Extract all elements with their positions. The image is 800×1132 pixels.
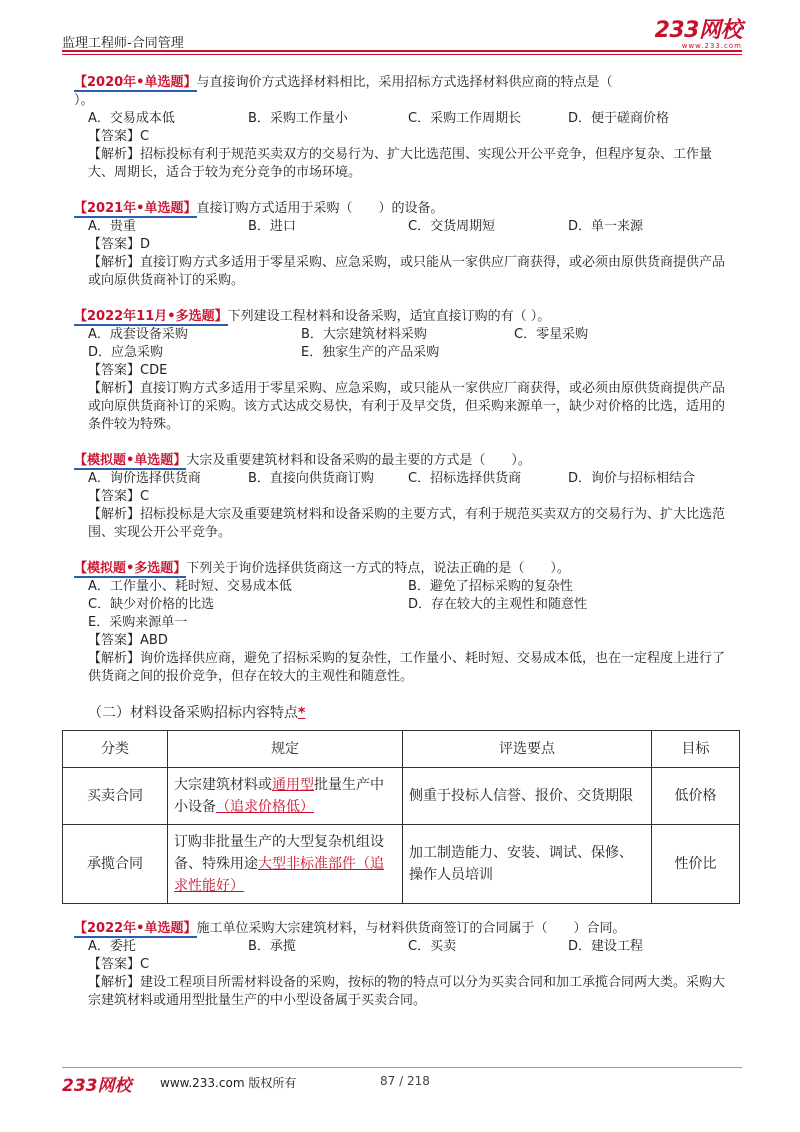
- option-d: D．建设工程: [568, 939, 644, 954]
- cell-goal: 低价格: [652, 768, 740, 825]
- header-divider-thin: [62, 54, 742, 55]
- answer-value: C: [140, 489, 150, 504]
- analysis: 【解析】直接订购方式多适用于零星采购、应急采购，或只能从一家供应厂商获得，或必须由原供货商提供产品或向原供货商补订的采购。该方式达成交易快，有利于及早交货，但采购来源单一，缺少对价格的比选，适用的条件较为特殊。: [88, 381, 726, 432]
- question-stem: 下列关于询价选择供货商这一方式的特点，说法正确的是（ ）。: [186, 561, 570, 576]
- analysis: 【解析】招标投标是大宗及重要建筑材料和设备采购的主要方式，有利于规范买卖双方的交易行为、扩大比选范围、实现公开公平竞争。: [88, 507, 726, 540]
- options-row-2: [88, 344, 728, 362]
- options: [88, 218, 728, 236]
- option-c: C．买卖: [408, 939, 457, 954]
- option-c: C．缺少对价格的比选: [88, 597, 215, 612]
- page-number: 87 / 218: [380, 1074, 430, 1088]
- question-stem: 施工单位采购大宗建筑材料，与材料供货商签订的合同属于（ ）合同。: [196, 921, 626, 936]
- cell-rule: 订购非批量生产的大型复杂机组设备、特殊用途大型非标准部件（追求性能好）: [168, 825, 403, 904]
- document-body: [74, 74, 728, 1028]
- question-stem: 直接订购方式适用于采购（ ）的设备。: [196, 201, 444, 216]
- page-footer: [62, 1071, 742, 1096]
- options-row-2: [88, 596, 728, 614]
- answer-value: C: [140, 957, 150, 972]
- question-4: [74, 452, 728, 542]
- option-b: B．大宗建筑材料采购: [301, 327, 427, 342]
- question-6: [74, 920, 728, 1010]
- option-c: C．零星采购: [514, 327, 589, 342]
- question-tag: 【2022年•单选题】: [74, 921, 197, 936]
- options-row-3: [88, 614, 728, 632]
- question-1: [74, 74, 728, 182]
- answer: 【答案】CDE: [88, 363, 168, 378]
- answer: 【答案】ABD: [88, 633, 168, 648]
- option-e: E．采购来源单一: [88, 615, 188, 630]
- cell-points: 侧重于投标人信誉、报价、交货期限: [403, 768, 652, 825]
- analysis: 【解析】询价选择供应商，避免了招标采购的复杂性，工作量小、耗时短、交易成本低，也在一定程度上进行了供货商之间的报价竞争，但存在较大的主观性和随意性。: [88, 651, 726, 684]
- option-a: A．委托: [88, 939, 136, 954]
- key-point-star: *: [298, 705, 306, 721]
- question-2: [74, 200, 728, 290]
- cell-points: 加工制造能力、安装、调试、保修、操作人员培训: [403, 825, 652, 904]
- option-a: A．交易成本低: [88, 111, 175, 126]
- header-points: 评选要点: [403, 731, 652, 768]
- option-c: C．采购工作周期长: [408, 111, 522, 126]
- question-stem: 与直接询价方式选择材料相比，采用招标方式选择材料供应商的特点是（: [196, 75, 613, 90]
- question-stem-end: ）。: [74, 93, 94, 108]
- logo-text: 233网校: [654, 18, 742, 43]
- options: [88, 110, 728, 128]
- option-d: D．应急采购: [88, 345, 164, 360]
- analysis: 【解析】直接订购方式多适用于零星采购、应急采购，或只能从一家供应厂商获得，或必须由原供货商提供产品或向原供货商补订的采购。: [88, 255, 726, 288]
- question-5: [74, 560, 728, 686]
- question-3: [74, 308, 728, 434]
- cell-category: 承揽合同: [63, 825, 168, 904]
- answer: 【答案】C: [88, 129, 150, 144]
- option-b: B．避免了招标采购的复杂性: [408, 579, 573, 594]
- answer-value: D: [140, 237, 151, 252]
- answer-value: CDE: [140, 363, 168, 378]
- option-b: B．直接向供货商订购: [248, 471, 374, 486]
- question-tag: 【2021年•单选题】: [74, 201, 197, 216]
- table-header-row: [63, 731, 740, 768]
- header-divider: [62, 50, 742, 52]
- option-a: A．询价选择供货商: [88, 471, 201, 486]
- question-tag: 【模拟题•多选题】: [74, 561, 187, 576]
- options-row-1: [88, 578, 728, 596]
- table-row: [63, 768, 740, 825]
- option-a: A．工作量小、耗时短、交易成本低: [88, 579, 292, 594]
- question-tag: 【2022年11月•多选题】: [74, 309, 228, 324]
- option-d: D．单一来源: [568, 219, 644, 234]
- header-category: 分类: [63, 731, 168, 768]
- answer-value: C: [140, 129, 150, 144]
- table-row: [63, 825, 740, 904]
- procurement-table: [62, 730, 740, 904]
- footer-divider: [62, 1067, 742, 1068]
- answer-value: ABD: [140, 633, 168, 648]
- options: [88, 938, 728, 956]
- answer: 【答案】C: [88, 957, 150, 972]
- footer-copyright: www.233.com 版权所有: [160, 1076, 297, 1090]
- header-goal: 目标: [652, 731, 740, 768]
- footer-logo: 233网校: [62, 1076, 132, 1096]
- options-row-1: [88, 326, 728, 344]
- brand-logo: [655, 20, 742, 50]
- question-tag: 【模拟题•单选题】: [74, 453, 187, 468]
- page-header: [62, 18, 742, 52]
- option-e: E．独家生产的产品采购: [301, 345, 440, 360]
- option-a: A．贵重: [88, 219, 136, 234]
- option-a: A．成套设备采购: [88, 327, 188, 342]
- doc-title: 监理工程师-合同管理: [62, 36, 184, 51]
- question-stem: 大宗及重要建筑材料和设备采购的最主要的方式是（ ）。: [186, 453, 531, 468]
- section-heading: （二）材料设备采购招标内容特点*: [88, 705, 306, 721]
- option-c: C．交货周期短: [408, 219, 496, 234]
- logo-url: www.233.com: [681, 42, 742, 50]
- question-tag: 【2020年•单选题】: [74, 75, 197, 90]
- option-c: C．招标选择供货商: [408, 471, 522, 486]
- cell-goal: 性价比: [652, 825, 740, 904]
- answer: 【答案】C: [88, 489, 150, 504]
- cell-rule: 大宗建筑材料或通用型批量生产中小设备（追求价格低）: [168, 768, 403, 825]
- header-rule: 规定: [168, 731, 403, 768]
- analysis: 【解析】建设工程项目所需材料设备的采购，按标的物的特点可以分为买卖合同和加工承揽合同两大类。采购大宗建筑材料或通用型批量生产的中小型设备属于买卖合同。: [88, 975, 726, 1008]
- answer: 【答案】D: [88, 237, 151, 252]
- option-b: B．承揽: [248, 939, 296, 954]
- option-d: D．询价与招标相结合: [568, 471, 696, 486]
- analysis: 【解析】招标投标有利于规范买卖双方的交易行为、扩大比选范围、实现公开公平竞争，但程序复杂、工作量大、周期长，适合于较为充分竞争的市场环境。: [88, 147, 713, 180]
- option-d: D．便于磋商价格: [568, 111, 670, 126]
- option-d: D．存在较大的主观性和随意性: [408, 597, 588, 612]
- options: [88, 470, 728, 488]
- question-stem: 下列建设工程材料和设备采购，适宜直接订购的有（ ）。: [227, 309, 551, 324]
- cell-category: 买卖合同: [63, 768, 168, 825]
- option-b: B．采购工作量小: [248, 111, 348, 126]
- option-b: B．进口: [248, 219, 296, 234]
